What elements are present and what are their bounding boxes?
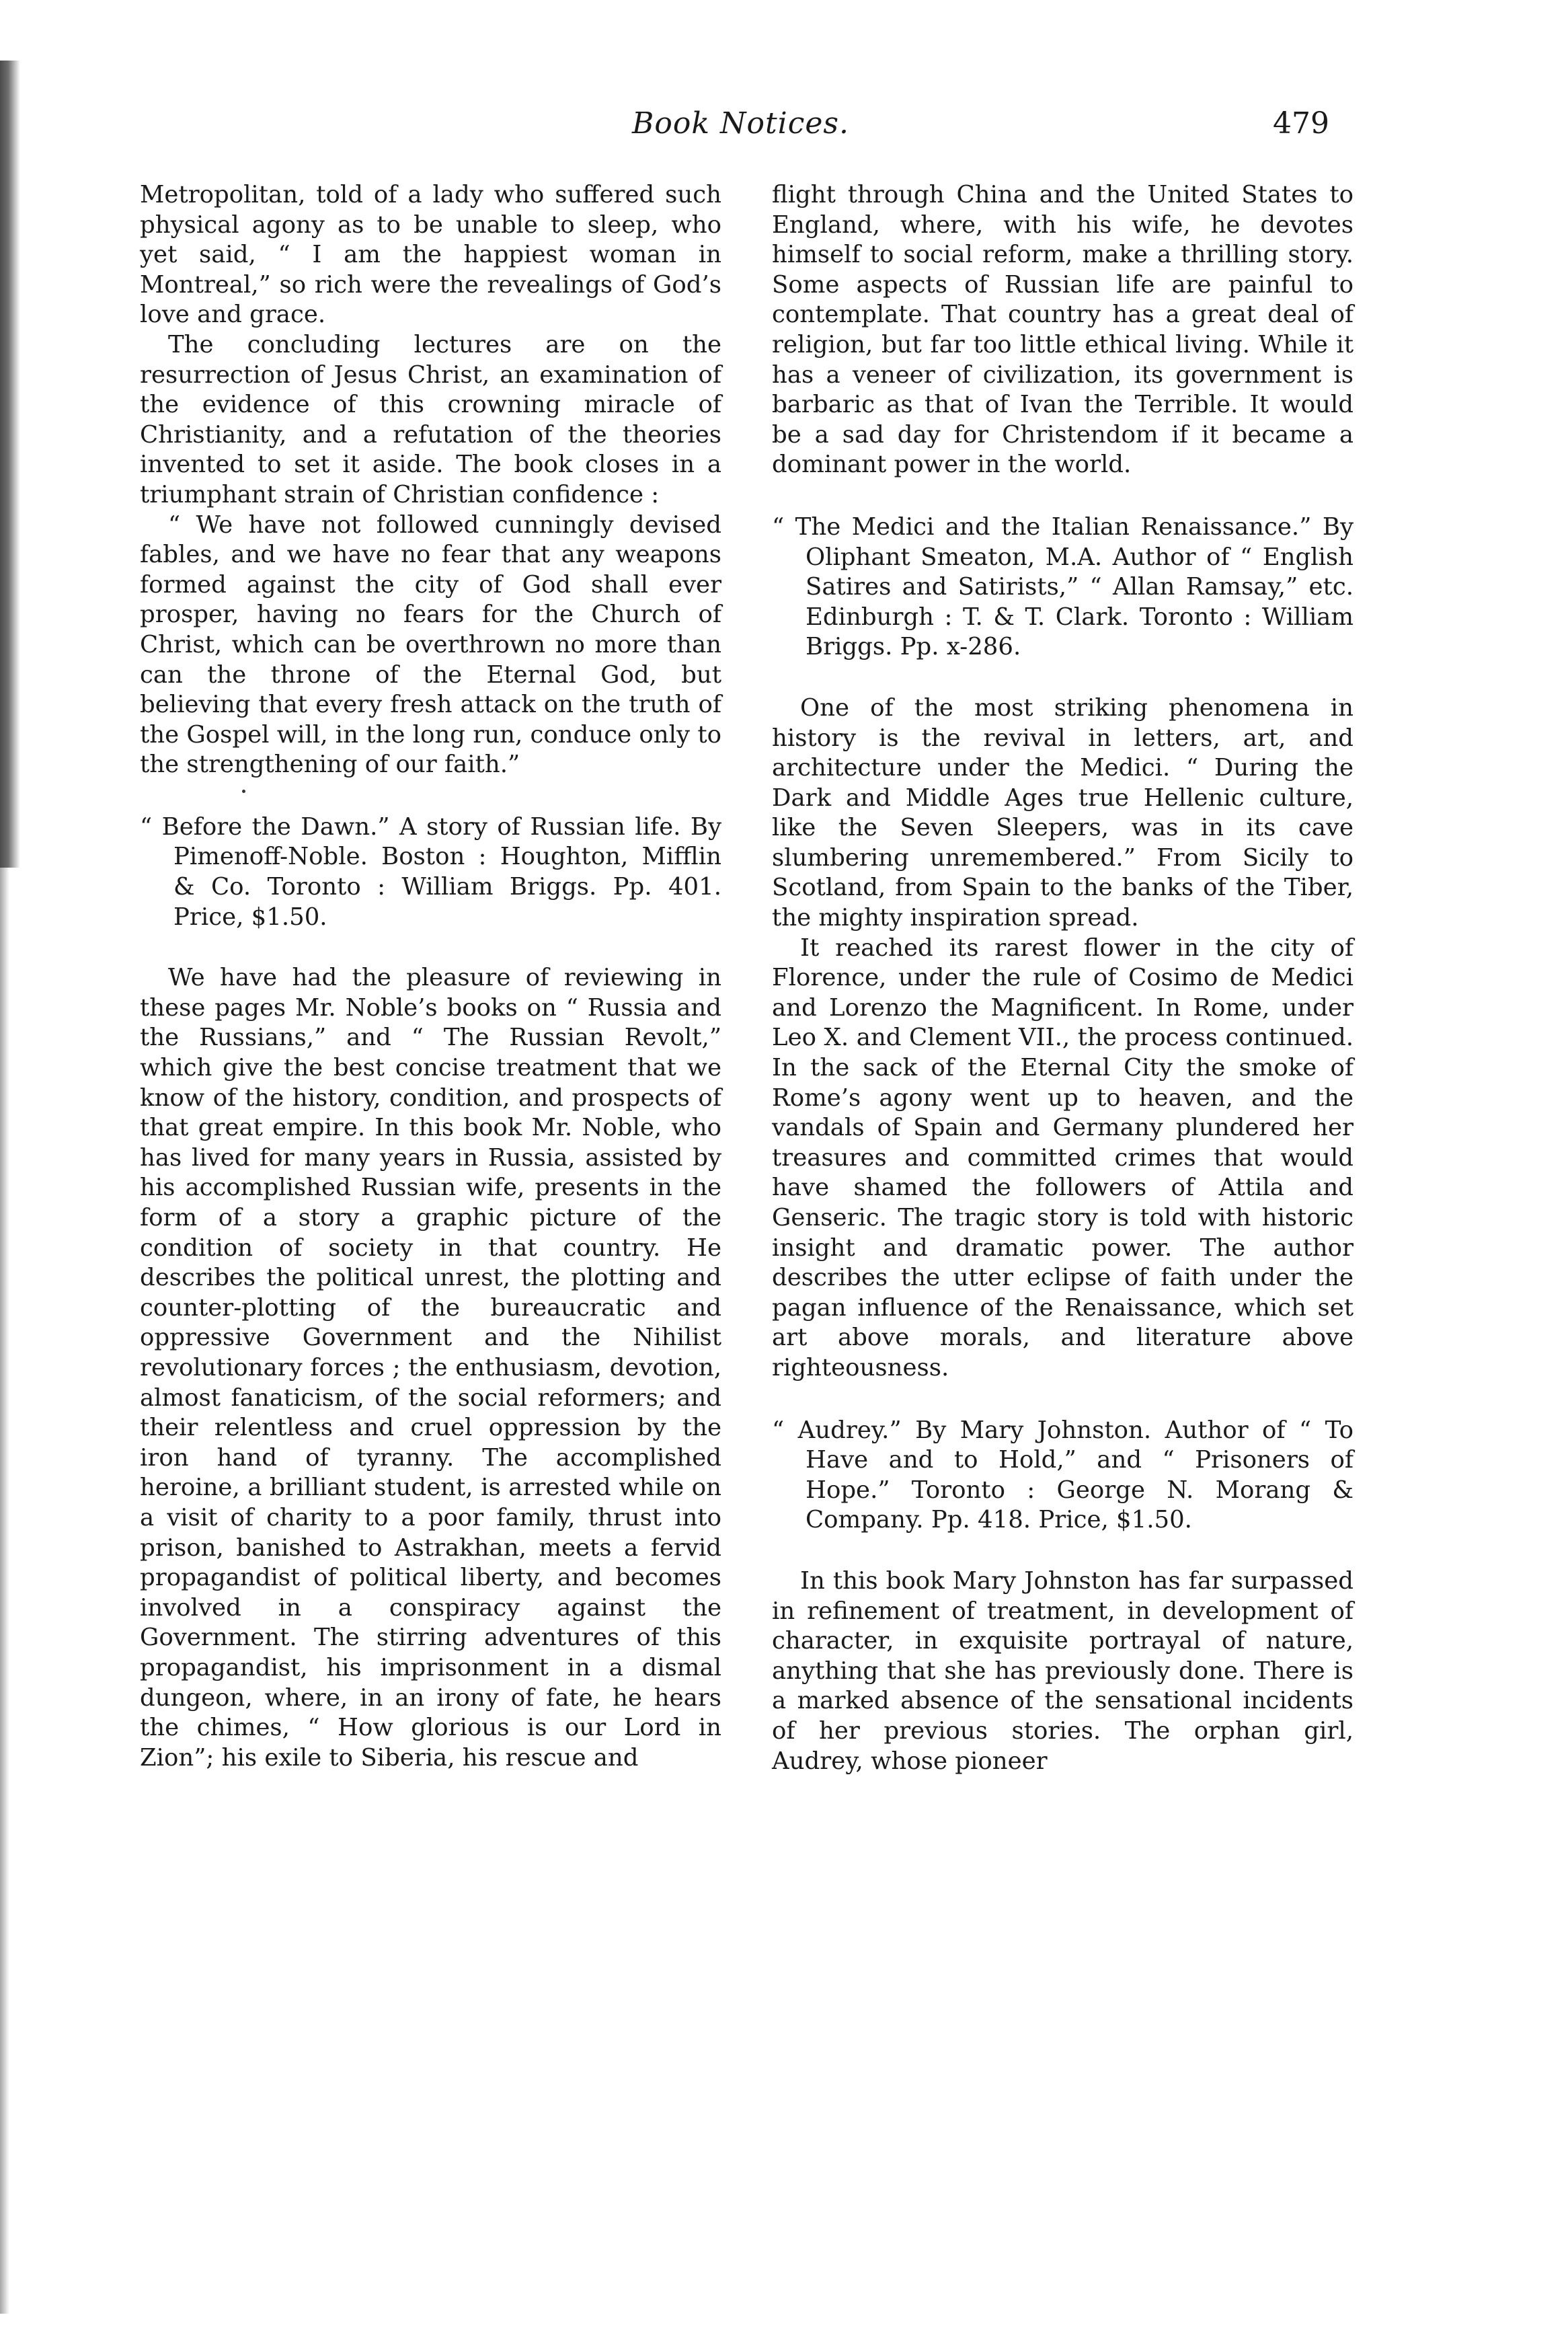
left-column bbox=[140, 180, 721, 1773]
review-paragraph: It reached its rarest flower in the city of Florence, under the rule of Cosimo de Medici and Lorenzo the Magnificent. In Rome, under Leo X. and Clement VII., the process continued. In the sack of the Eternal City the smoke of Rome’s agony went up to heaven, and the vandals of Spain and Germany plundered her treasures and committed crimes that would have shamed the followers of Attila and Genseric. The tragic story is told with historic insight and dramatic power. The author describes the utter eclipse of faith under the pagan influence of the Renaissance, which set art above morals, and literature above righteousness. bbox=[772, 934, 1354, 1381]
book-entry-heading: “ The Medici and the Italian Renaissance.” By Oliphant Smeaton, M.A. Author of “ English Satires and Satirists,” “ Allan Ramsay,” etc. Edinburgh : T. & T. Clark. Toronto : William Briggs. Pp. x-286. bbox=[772, 513, 1354, 661]
paragraph: flight through China and the United States to England, where, with his wife, he devotes himself to social reform, make a thrilling story. Some aspects of Russian life are painful to contemplate. That country has a great deal of religion, but far too little ethical living. While it has a veneer of civilization, its government is barbaric as that of Ivan the Terrible. It would be a sad day for Christendom if it became a dominant power in the world. bbox=[772, 181, 1354, 479]
page-header bbox=[0, 106, 1568, 160]
paragraph: The concluding lectures are on the resurrection of Jesus Christ, an examination of the evidence of this crowning miracle of Christianity, and a refutation of the theories invented to set it aside. The book closes in a triumphant strain of Christian confidence : bbox=[140, 330, 721, 508]
review-paragraph: In this book Mary Johnston has far surpassed in refinement of treatment, in development of character, in exquisite portrayal of nature, anything that she has previously done. There is a marked absence of the sensational incidents of her previous stories. The orphan girl, Audrey, whose pioneer bbox=[772, 1566, 1354, 1775]
running-head: Book Notices. bbox=[632, 106, 849, 141]
binding-shadow bbox=[0, 61, 20, 868]
book-entry-heading: “ Audrey.” By Mary Johnston. Author of “ To Have and to Hold,” and “ Prisoners of Hope.” Toronto : George N. Morang & Company. Pp. 418. Price, $1.50. bbox=[772, 1416, 1354, 1534]
stray-mark bbox=[140, 780, 721, 810]
quotation-paragraph: “ We have not followed cunningly devised fables, and we have no fear that any weapons formed against the city of God shall ever prosper, having no fears for the Church of Christ, which can be overthrown no more than can the throne of the Eternal God, but believing that every fresh attack on the truth of the Gospel will, in the long run, conduce only to the strengthening of our faith.” bbox=[140, 510, 722, 779]
review-paragraph: One of the most striking phenomena in history is the revival in letters, art, and architecture under the Medici. “ During the Dark and Middle Ages true Hellenic culture, like the Seven Sleepers, was in its cave slumbering unremembered.” From Sicily to Scotland, from Spain to the banks of the Tiber, the mighty inspiration spread. bbox=[772, 693, 1354, 932]
binding-shadow-lower bbox=[0, 868, 9, 2314]
book-entry-heading: “ Before the Dawn.” A story of Russian life. By Pimenoff-Noble. Boston : Houghton, Mifflin & Co. Toronto : William Briggs. Pp. 401. Price, $1.50. bbox=[140, 812, 721, 931]
right-column bbox=[772, 180, 1354, 1776]
paragraph: Metropolitan, told of a lady who suffered such physical agony as to be unable to sleep, who yet said, “ I am the happiest woman in Montreal,” so rich were the revealings of God’s love and grace. bbox=[140, 181, 721, 329]
review-paragraph: We have had the pleasure of reviewing in these pages Mr. Noble’s books on “ Russia and the Russians,” and “ The Russian Revolt,” which give the best concise treatment that we know of the history, condition, and prospects of that great empire. In this book Mr. Noble, who has lived for many years in Russia, assisted by his accomplished Russian wife, presents in the form of a story a graphic picture of the condition of society in that country. He describes the political unrest, the plotting and counter-plotting of the bureaucratic and oppressive Government and the Nihilist revolutionary forces ; the enthusiasm, devotion, almost fanaticism, of the social reformers; and their relentless and cruel oppression by the iron hand of tyranny. The accomplished heroine, a brilliant student, is arrested while on a visit of charity to a poor family, thrust into prison, banished to Astrakhan, meets a fervid propagandist of political liberty, and becomes involved in a conspiracy against the Government. The stirring adventures of this propagandist, his imprisonment in a dismal dungeon, where, in an irony of fate, he hears the chimes, “ How glorious is our Lord in Zion”; his exile to Siberia, his rescue and bbox=[140, 964, 721, 1772]
page-number: 479 bbox=[1273, 106, 1329, 141]
